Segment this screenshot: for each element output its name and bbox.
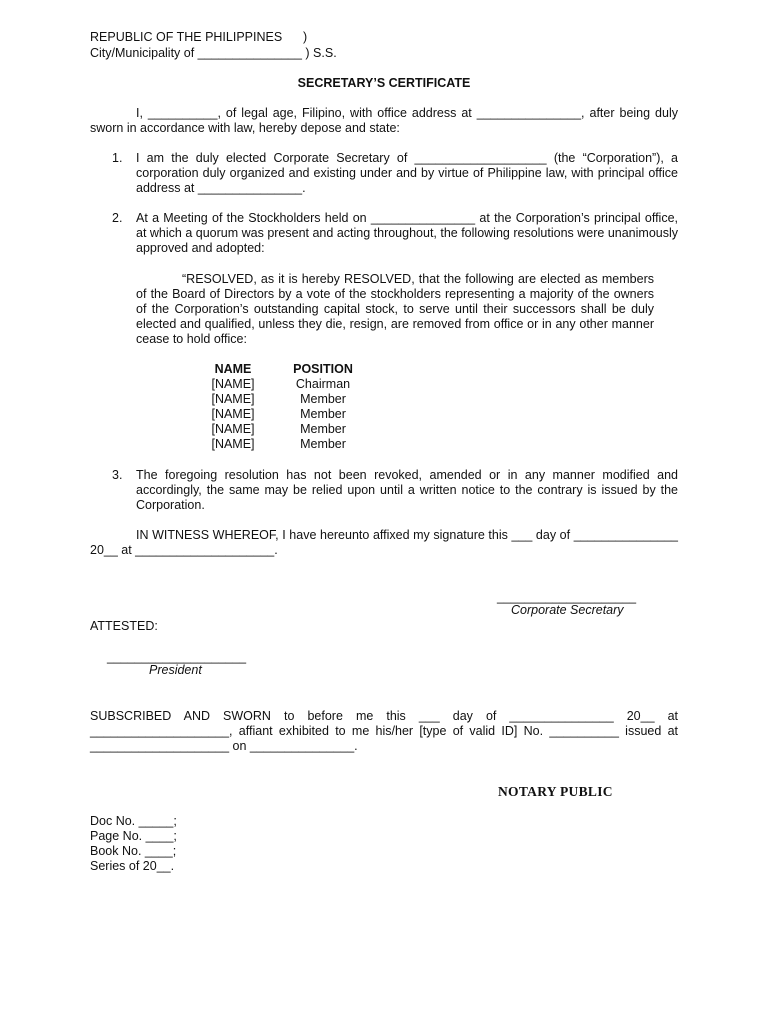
table-row [204,392,354,407]
director-position: Member [300,407,346,421]
attested-label: ATTESTED: [90,619,158,633]
table-row [204,407,354,422]
director-name: [NAME] [211,377,255,391]
resolution-paragraph: “RESOLVED, as it is hereby RESOLVED, that the following are elected as members of the Board of Directors by a vote of the stockholders representing a majority of the owners of the Corporation’s outstanding capital stock, to serve until their successors shall be duly elected and qualified, unless they die, resign, are removed from office or in any other manner cease to hold office: [136,272,654,346]
item-number: 2. [112,211,123,225]
president-signature-caption: President [149,663,202,677]
director-name: [NAME] [211,407,255,421]
director-name: [NAME] [211,437,255,451]
witness-date-place: 20__ at ____________________. [90,543,278,557]
director-name: [NAME] [211,422,255,436]
board-of-directors-table [204,362,354,452]
municipality-header: City/Municipality of _______________ ) S.S. [90,46,337,60]
table-row [204,437,354,452]
witness-clause: IN WITNESS WHEREOF, I have hereunto affixed my signature this ___ day of _______________ [136,528,678,542]
doc-number-entry: Doc No. _____; [90,814,177,828]
director-position: Chairman [295,377,351,391]
item-2-text: At a Meeting of the Stockholders held on _______________ at the Corporation’s principal office, at which a quorum was present and acting throughout, the following resolutions were unanimously approved and adopted: [136,211,678,255]
director-position: Member [300,422,346,436]
item-number: 1. [112,151,123,165]
page-number-entry: Page No. ____; [90,829,177,843]
document-title: SECRETARY’S CERTIFICATE [297,76,471,90]
secretary-signature-line: ____________________ [497,590,637,604]
republic-header: REPUBLIC OF THE PHILIPPINES ) [90,30,308,44]
table-header-row [204,362,354,377]
column-header-position: POSITION [293,362,353,376]
jurat-paragraph: SUBSCRIBED AND SWORN to before me this ___ day of _______________ 20__ at ____________________, affiant exhibited to me his/her [type of valid ID] No. __________ issued at ____________________ on _______________. [90,709,678,753]
director-position: Member [300,392,346,406]
item-1-text: I am the duly elected Corporate Secretary of ___________________ (the “Corporation”), a corporation duly organized and existing under and by virtue of Philippine law, with principal office address at _______________. [136,151,678,195]
column-header-name: NAME [214,362,252,376]
president-signature-line: ____________________ [107,650,247,664]
director-name: [NAME] [211,392,255,406]
secretary-signature-caption: Corporate Secretary [511,603,624,617]
notary-public-label: NOTARY PUBLIC [498,784,613,799]
intro-paragraph: I, __________, of legal age, Filipino, with office address at _______________, after being duly sworn in accordance with law, hereby depose and state: [90,106,678,135]
director-position: Member [300,437,346,451]
item-number: 3. [112,468,123,482]
table-row [204,422,354,437]
table-row [204,377,354,392]
item-3-text: The foregoing resolution has not been revoked, amended or in any manner modified and accordingly, the same may be relied upon until a written notice to the contrary is issued by the Corporation. [136,468,678,512]
series-entry: Series of 20__. [90,859,175,873]
book-number-entry: Book No. ____; [90,844,177,858]
